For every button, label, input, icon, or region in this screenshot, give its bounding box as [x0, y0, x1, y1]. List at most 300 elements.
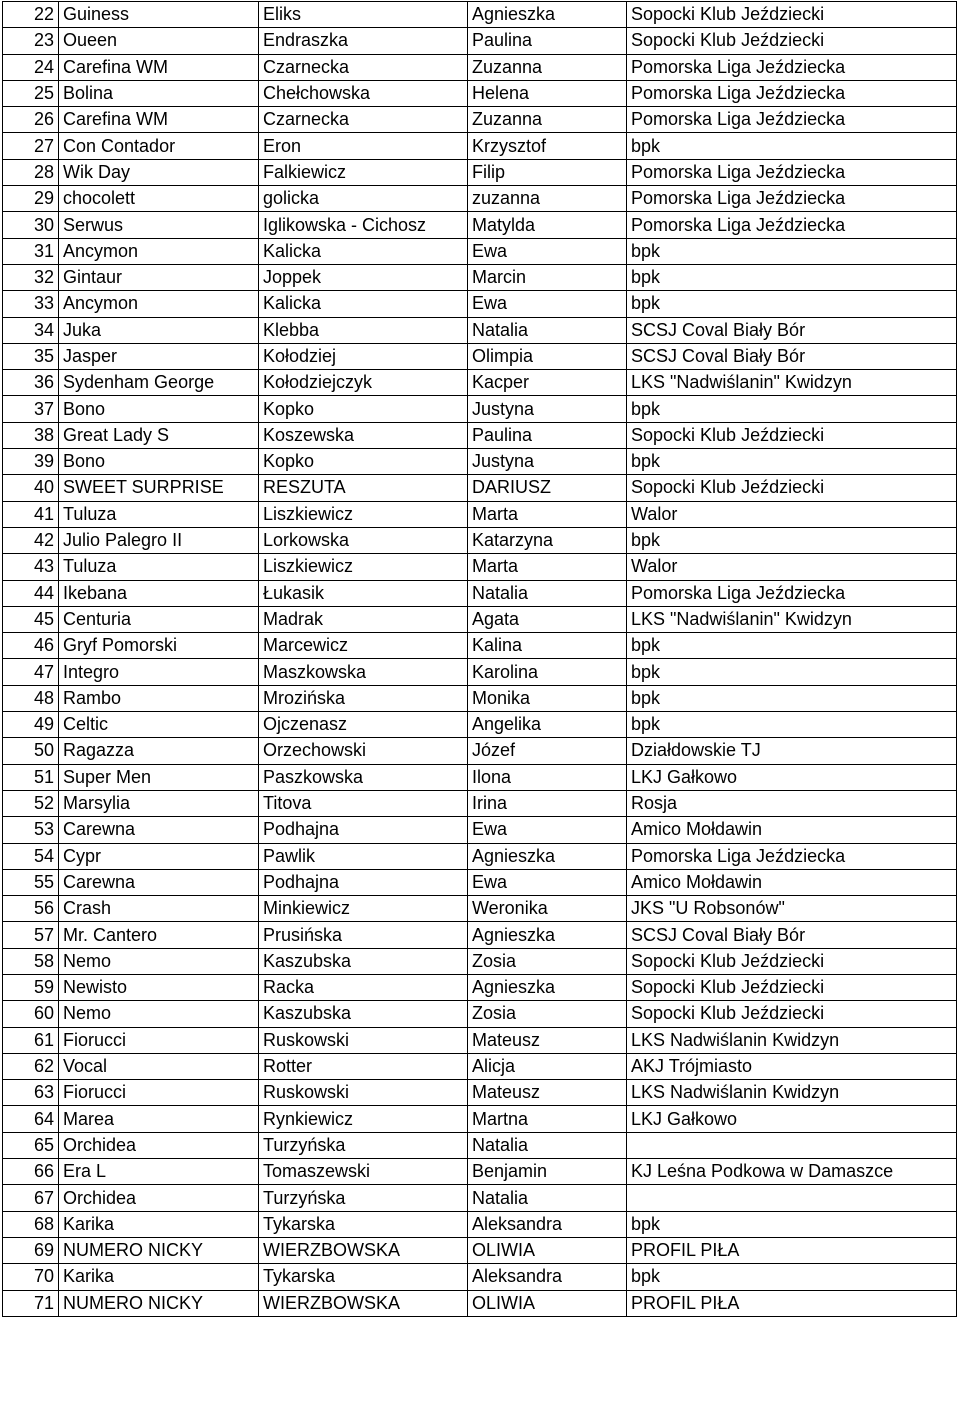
rider-surname-cell: Ojczenasz	[259, 712, 468, 738]
club-cell: LKS Nadwiślanin Kwidzyn	[627, 1080, 957, 1106]
rider-surname-cell: Tykarska	[259, 1211, 468, 1237]
rider-surname-cell: Koszewska	[259, 422, 468, 448]
rider-surname-cell: Racka	[259, 974, 468, 1000]
start-number-cell: 45	[3, 606, 59, 632]
table-row	[3, 922, 957, 948]
horse-name-cell: Jasper	[59, 343, 259, 369]
rider-first-name-cell: Agnieszka	[468, 974, 627, 1000]
rider-first-name-cell: Agnieszka	[468, 2, 627, 28]
club-cell: Pomorska Liga Jeździecka	[627, 186, 957, 212]
table-row	[3, 501, 957, 527]
rider-first-name-cell: DARIUSZ	[468, 475, 627, 501]
club-cell: Amico Mołdawin	[627, 869, 957, 895]
start-number-cell: 60	[3, 1001, 59, 1027]
start-number-cell: 61	[3, 1027, 59, 1053]
rider-surname-cell: Minkiewicz	[259, 896, 468, 922]
horse-name-cell: Celtic	[59, 712, 259, 738]
club-cell: Sopocki Klub Jeździecki	[627, 974, 957, 1000]
start-number-cell: 37	[3, 396, 59, 422]
club-cell: Pomorska Liga Jeździecka	[627, 843, 957, 869]
horse-name-cell: Fiorucci	[59, 1027, 259, 1053]
rider-surname-cell: Eron	[259, 133, 468, 159]
horse-name-cell: Wik Day	[59, 159, 259, 185]
rider-first-name-cell: Benjamin	[468, 1159, 627, 1185]
horse-name-cell: Karika	[59, 1264, 259, 1290]
start-number-cell: 55	[3, 869, 59, 895]
rider-first-name-cell: Alicja	[468, 1053, 627, 1079]
table-row	[3, 475, 957, 501]
table-row	[3, 1185, 957, 1211]
start-number-cell: 31	[3, 238, 59, 264]
club-cell: Pomorska Liga Jeździecka	[627, 212, 957, 238]
club-cell: bpk	[627, 1264, 957, 1290]
club-cell: Sopocki Klub Jeździecki	[627, 948, 957, 974]
rider-surname-cell: Kaszubska	[259, 1001, 468, 1027]
start-number-cell: 50	[3, 738, 59, 764]
rider-surname-cell: Liszkiewicz	[259, 554, 468, 580]
rider-surname-cell: Kopko	[259, 396, 468, 422]
club-cell: PROFIL PIŁA	[627, 1290, 957, 1316]
rider-first-name-cell: Katarzyna	[468, 527, 627, 553]
rider-first-name-cell: Józef	[468, 738, 627, 764]
rider-first-name-cell: Olimpia	[468, 343, 627, 369]
rider-first-name-cell: Kalina	[468, 633, 627, 659]
start-number-cell: 39	[3, 449, 59, 475]
rider-first-name-cell: Natalia	[468, 317, 627, 343]
club-cell: bpk	[627, 1211, 957, 1237]
horse-name-cell: Bono	[59, 449, 259, 475]
start-number-cell: 30	[3, 212, 59, 238]
rider-surname-cell: golicka	[259, 186, 468, 212]
table-row	[3, 974, 957, 1000]
rider-surname-cell: Orzechowski	[259, 738, 468, 764]
table-row	[3, 527, 957, 553]
horse-name-cell: Rambo	[59, 685, 259, 711]
club-cell	[627, 1132, 957, 1158]
start-number-cell: 40	[3, 475, 59, 501]
table-row	[3, 2, 957, 28]
start-number-cell: 24	[3, 54, 59, 80]
horse-name-cell: Tuluza	[59, 554, 259, 580]
club-cell: Sopocki Klub Jeździecki	[627, 422, 957, 448]
club-cell: Amico Mołdawin	[627, 817, 957, 843]
rider-surname-cell: Tykarska	[259, 1264, 468, 1290]
rider-surname-cell: Podhajna	[259, 817, 468, 843]
start-number-cell: 71	[3, 1290, 59, 1316]
horse-name-cell: Gryf Pomorski	[59, 633, 259, 659]
club-cell: bpk	[627, 133, 957, 159]
horse-name-cell: NUMERO NICKY	[59, 1290, 259, 1316]
rider-first-name-cell: Agata	[468, 606, 627, 632]
start-number-cell: 62	[3, 1053, 59, 1079]
start-number-cell: 68	[3, 1211, 59, 1237]
club-cell: bpk	[627, 238, 957, 264]
rider-surname-cell: Klebba	[259, 317, 468, 343]
start-number-cell: 22	[3, 2, 59, 28]
rider-surname-cell: Czarnecka	[259, 107, 468, 133]
rider-first-name-cell: Monika	[468, 685, 627, 711]
start-number-cell: 47	[3, 659, 59, 685]
horse-name-cell: Marea	[59, 1106, 259, 1132]
rider-surname-cell: Rynkiewicz	[259, 1106, 468, 1132]
horse-name-cell: Mr. Cantero	[59, 922, 259, 948]
table-row	[3, 317, 957, 343]
rider-surname-cell: Turzyńska	[259, 1132, 468, 1158]
table-row	[3, 843, 957, 869]
rider-first-name-cell: Irina	[468, 790, 627, 816]
club-cell: bpk	[627, 527, 957, 553]
rider-surname-cell: Pawlik	[259, 843, 468, 869]
rider-first-name-cell: Natalia	[468, 580, 627, 606]
table-row	[3, 1264, 957, 1290]
rider-first-name-cell: OLIWIA	[468, 1237, 627, 1263]
table-row	[3, 580, 957, 606]
table-row	[3, 343, 957, 369]
rider-first-name-cell: Mateusz	[468, 1080, 627, 1106]
table-row	[3, 554, 957, 580]
rider-first-name-cell: Agnieszka	[468, 843, 627, 869]
rider-surname-cell: Joppek	[259, 264, 468, 290]
rider-surname-cell: Iglikowska - Cichosz	[259, 212, 468, 238]
start-number-cell: 63	[3, 1080, 59, 1106]
start-number-cell: 23	[3, 28, 59, 54]
horse-name-cell: Era L	[59, 1159, 259, 1185]
club-cell: Sopocki Klub Jeździecki	[627, 2, 957, 28]
rider-first-name-cell: Paulina	[468, 422, 627, 448]
rider-surname-cell: Prusińska	[259, 922, 468, 948]
rider-surname-cell: Rotter	[259, 1053, 468, 1079]
horse-name-cell: Orchidea	[59, 1185, 259, 1211]
rider-surname-cell: Łukasik	[259, 580, 468, 606]
rider-first-name-cell: Karolina	[468, 659, 627, 685]
rider-first-name-cell: Matylda	[468, 212, 627, 238]
table-row	[3, 396, 957, 422]
horse-name-cell: Crash	[59, 896, 259, 922]
start-number-cell: 28	[3, 159, 59, 185]
horse-name-cell: Ancymon	[59, 238, 259, 264]
horse-name-cell: Karika	[59, 1211, 259, 1237]
rider-surname-cell: Falkiewicz	[259, 159, 468, 185]
table-row	[3, 606, 957, 632]
start-number-cell: 56	[3, 896, 59, 922]
table-row	[3, 212, 957, 238]
club-cell: bpk	[627, 633, 957, 659]
rider-first-name-cell: Paulina	[468, 28, 627, 54]
table-row	[3, 1211, 957, 1237]
start-number-cell: 35	[3, 343, 59, 369]
club-cell: Sopocki Klub Jeździecki	[627, 475, 957, 501]
rider-surname-cell: Turzyńska	[259, 1185, 468, 1211]
horse-name-cell: Marsylia	[59, 790, 259, 816]
start-number-cell: 49	[3, 712, 59, 738]
club-cell: Pomorska Liga Jeździecka	[627, 80, 957, 106]
table-row	[3, 370, 957, 396]
rider-first-name-cell: Marta	[468, 501, 627, 527]
club-cell: PROFIL PIŁA	[627, 1237, 957, 1263]
club-cell: SCSJ Coval Biały Bór	[627, 317, 957, 343]
club-cell: bpk	[627, 396, 957, 422]
rider-first-name-cell: Ewa	[468, 291, 627, 317]
horse-name-cell: Ancymon	[59, 291, 259, 317]
club-cell: Pomorska Liga Jeździecka	[627, 107, 957, 133]
start-number-cell: 33	[3, 291, 59, 317]
rider-first-name-cell: Weronika	[468, 896, 627, 922]
start-number-cell: 58	[3, 948, 59, 974]
start-number-cell: 70	[3, 1264, 59, 1290]
rider-surname-cell: Kołodziejczyk	[259, 370, 468, 396]
table-row	[3, 1053, 957, 1079]
start-number-cell: 42	[3, 527, 59, 553]
club-cell: KJ Leśna Podkowa w Damaszce	[627, 1159, 957, 1185]
table-row	[3, 1132, 957, 1158]
horse-name-cell: Gintaur	[59, 264, 259, 290]
table-row	[3, 633, 957, 659]
rider-first-name-cell: Justyna	[468, 449, 627, 475]
start-number-cell: 43	[3, 554, 59, 580]
rider-first-name-cell: zuzanna	[468, 186, 627, 212]
rider-first-name-cell: Agnieszka	[468, 922, 627, 948]
rider-first-name-cell: Justyna	[468, 396, 627, 422]
rider-surname-cell: Kopko	[259, 449, 468, 475]
rider-surname-cell: Maszkowska	[259, 659, 468, 685]
horse-name-cell: Oueen	[59, 28, 259, 54]
horse-name-cell: Newisto	[59, 974, 259, 1000]
table-row	[3, 685, 957, 711]
start-number-cell: 32	[3, 264, 59, 290]
horse-name-cell: Bono	[59, 396, 259, 422]
rider-first-name-cell: Angelika	[468, 712, 627, 738]
table-row	[3, 1159, 957, 1185]
club-cell: LKS "Nadwiślanin" Kwidzyn	[627, 606, 957, 632]
start-number-cell: 65	[3, 1132, 59, 1158]
club-cell: LKJ Gałkowo	[627, 1106, 957, 1132]
horse-name-cell: Guiness	[59, 2, 259, 28]
horse-name-cell: Juka	[59, 317, 259, 343]
rider-first-name-cell: Ewa	[468, 238, 627, 264]
start-number-cell: 25	[3, 80, 59, 106]
rider-surname-cell: Lorkowska	[259, 527, 468, 553]
table-row	[3, 1290, 957, 1316]
horse-name-cell: Great Lady S	[59, 422, 259, 448]
rider-surname-cell: Marcewicz	[259, 633, 468, 659]
horse-name-cell: Super Men	[59, 764, 259, 790]
start-number-cell: 53	[3, 817, 59, 843]
horse-name-cell: Orchidea	[59, 1132, 259, 1158]
rider-surname-cell: Endraszka	[259, 28, 468, 54]
rider-surname-cell: WIERZBOWSKA	[259, 1237, 468, 1263]
table-row	[3, 1106, 957, 1132]
start-number-cell: 38	[3, 422, 59, 448]
club-cell: bpk	[627, 712, 957, 738]
rider-surname-cell: Ruskowski	[259, 1027, 468, 1053]
table-row	[3, 817, 957, 843]
horse-name-cell: Integro	[59, 659, 259, 685]
rider-surname-cell: RESZUTA	[259, 475, 468, 501]
rider-surname-cell: Kalicka	[259, 238, 468, 264]
start-number-cell: 36	[3, 370, 59, 396]
horse-name-cell: Julio Palegro II	[59, 527, 259, 553]
rider-first-name-cell: Ewa	[468, 817, 627, 843]
rider-first-name-cell: Kacper	[468, 370, 627, 396]
table-row	[3, 264, 957, 290]
rider-first-name-cell: Aleksandra	[468, 1211, 627, 1237]
horse-name-cell: Centuria	[59, 606, 259, 632]
rider-first-name-cell: Martna	[468, 1106, 627, 1132]
club-cell: LKS "Nadwiślanin" Kwidzyn	[627, 370, 957, 396]
horse-name-cell: Carewna	[59, 817, 259, 843]
entries-table-body	[3, 2, 957, 1317]
start-number-cell: 69	[3, 1237, 59, 1263]
rider-surname-cell: Podhajna	[259, 869, 468, 895]
rider-surname-cell: Chełchowska	[259, 80, 468, 106]
horse-name-cell: Carewna	[59, 869, 259, 895]
club-cell	[627, 1185, 957, 1211]
rider-surname-cell: Madrak	[259, 606, 468, 632]
start-number-cell: 46	[3, 633, 59, 659]
table-row	[3, 764, 957, 790]
club-cell: AKJ Trójmiasto	[627, 1053, 957, 1079]
horse-name-cell: Serwus	[59, 212, 259, 238]
club-cell: SCSJ Coval Biały Bór	[627, 343, 957, 369]
table-row	[3, 712, 957, 738]
rider-first-name-cell: Zuzanna	[468, 54, 627, 80]
horse-name-cell: NUMERO NICKY	[59, 1237, 259, 1263]
club-cell: LKJ Gałkowo	[627, 764, 957, 790]
rider-first-name-cell: Ewa	[468, 869, 627, 895]
table-row	[3, 1237, 957, 1263]
start-number-cell: 34	[3, 317, 59, 343]
start-number-cell: 54	[3, 843, 59, 869]
rider-first-name-cell: OLIWIA	[468, 1290, 627, 1316]
start-number-cell: 67	[3, 1185, 59, 1211]
table-row	[3, 948, 957, 974]
rider-first-name-cell: Helena	[468, 80, 627, 106]
horse-name-cell: Ikebana	[59, 580, 259, 606]
table-row	[3, 869, 957, 895]
table-row	[3, 54, 957, 80]
table-row	[3, 1080, 957, 1106]
start-number-cell: 64	[3, 1106, 59, 1132]
rider-surname-cell: Liszkiewicz	[259, 501, 468, 527]
table-row	[3, 659, 957, 685]
horse-name-cell: Carefina WM	[59, 107, 259, 133]
table-row	[3, 422, 957, 448]
club-cell: bpk	[627, 685, 957, 711]
rider-surname-cell: Paszkowska	[259, 764, 468, 790]
table-row	[3, 738, 957, 764]
start-number-cell: 44	[3, 580, 59, 606]
horse-name-cell: chocolett	[59, 186, 259, 212]
club-cell: SCSJ Coval Biały Bór	[627, 922, 957, 948]
club-cell: LKS Nadwiślanin Kwidzyn	[627, 1027, 957, 1053]
horse-name-cell: Ragazza	[59, 738, 259, 764]
table-row	[3, 896, 957, 922]
rider-surname-cell: Kaszubska	[259, 948, 468, 974]
start-number-cell: 27	[3, 133, 59, 159]
horse-name-cell: Bolina	[59, 80, 259, 106]
club-cell: Rosja	[627, 790, 957, 816]
table-row	[3, 1001, 957, 1027]
rider-surname-cell: WIERZBOWSKA	[259, 1290, 468, 1316]
table-row	[3, 159, 957, 185]
start-number-cell: 57	[3, 922, 59, 948]
club-cell: Pomorska Liga Jeździecka	[627, 54, 957, 80]
horse-name-cell: SWEET SURPRISE	[59, 475, 259, 501]
rider-first-name-cell: Aleksandra	[468, 1264, 627, 1290]
club-cell: JKS "U Robsonów"	[627, 896, 957, 922]
rider-first-name-cell: Mateusz	[468, 1027, 627, 1053]
horse-name-cell: Tuluza	[59, 501, 259, 527]
start-number-cell: 52	[3, 790, 59, 816]
horse-name-cell: Nemo	[59, 1001, 259, 1027]
club-cell: Sopocki Klub Jeździecki	[627, 1001, 957, 1027]
rider-surname-cell: Kołodziej	[259, 343, 468, 369]
start-number-cell: 48	[3, 685, 59, 711]
table-row	[3, 80, 957, 106]
horse-name-cell: Nemo	[59, 948, 259, 974]
horse-name-cell: Cypr	[59, 843, 259, 869]
table-row	[3, 28, 957, 54]
table-row	[3, 291, 957, 317]
rider-first-name-cell: Zosia	[468, 1001, 627, 1027]
club-cell: Pomorska Liga Jeździecka	[627, 159, 957, 185]
start-number-cell: 66	[3, 1159, 59, 1185]
rider-surname-cell: Mrozińska	[259, 685, 468, 711]
rider-surname-cell: Titova	[259, 790, 468, 816]
horse-name-cell: Sydenham George	[59, 370, 259, 396]
horse-name-cell: Fiorucci	[59, 1080, 259, 1106]
rider-first-name-cell: Marcin	[468, 264, 627, 290]
start-number-cell: 29	[3, 186, 59, 212]
club-cell: Walor	[627, 554, 957, 580]
club-cell: Pomorska Liga Jeździecka	[627, 580, 957, 606]
club-cell: bpk	[627, 449, 957, 475]
horse-name-cell: Con Contador	[59, 133, 259, 159]
rider-first-name-cell: Zuzanna	[468, 107, 627, 133]
rider-surname-cell: Eliks	[259, 2, 468, 28]
rider-first-name-cell: Krzysztof	[468, 133, 627, 159]
rider-surname-cell: Tomaszewski	[259, 1159, 468, 1185]
horse-name-cell: Vocal	[59, 1053, 259, 1079]
rider-surname-cell: Kalicka	[259, 291, 468, 317]
table-row	[3, 449, 957, 475]
start-number-cell: 26	[3, 107, 59, 133]
rider-first-name-cell: Ilona	[468, 764, 627, 790]
club-cell: Działdowskie TJ	[627, 738, 957, 764]
rider-first-name-cell: Zosia	[468, 948, 627, 974]
entries-table	[2, 1, 957, 1317]
table-row	[3, 133, 957, 159]
start-number-cell: 41	[3, 501, 59, 527]
club-cell: bpk	[627, 264, 957, 290]
table-row	[3, 1027, 957, 1053]
start-number-cell: 59	[3, 974, 59, 1000]
rider-surname-cell: Czarnecka	[259, 54, 468, 80]
club-cell: bpk	[627, 291, 957, 317]
rider-first-name-cell: Natalia	[468, 1185, 627, 1211]
rider-first-name-cell: Filip	[468, 159, 627, 185]
rider-first-name-cell: Marta	[468, 554, 627, 580]
start-number-cell: 51	[3, 764, 59, 790]
rider-surname-cell: Ruskowski	[259, 1080, 468, 1106]
rider-first-name-cell: Natalia	[468, 1132, 627, 1158]
table-row	[3, 186, 957, 212]
table-row	[3, 107, 957, 133]
table-row	[3, 238, 957, 264]
club-cell: bpk	[627, 659, 957, 685]
horse-name-cell: Carefina WM	[59, 54, 259, 80]
table-row	[3, 790, 957, 816]
